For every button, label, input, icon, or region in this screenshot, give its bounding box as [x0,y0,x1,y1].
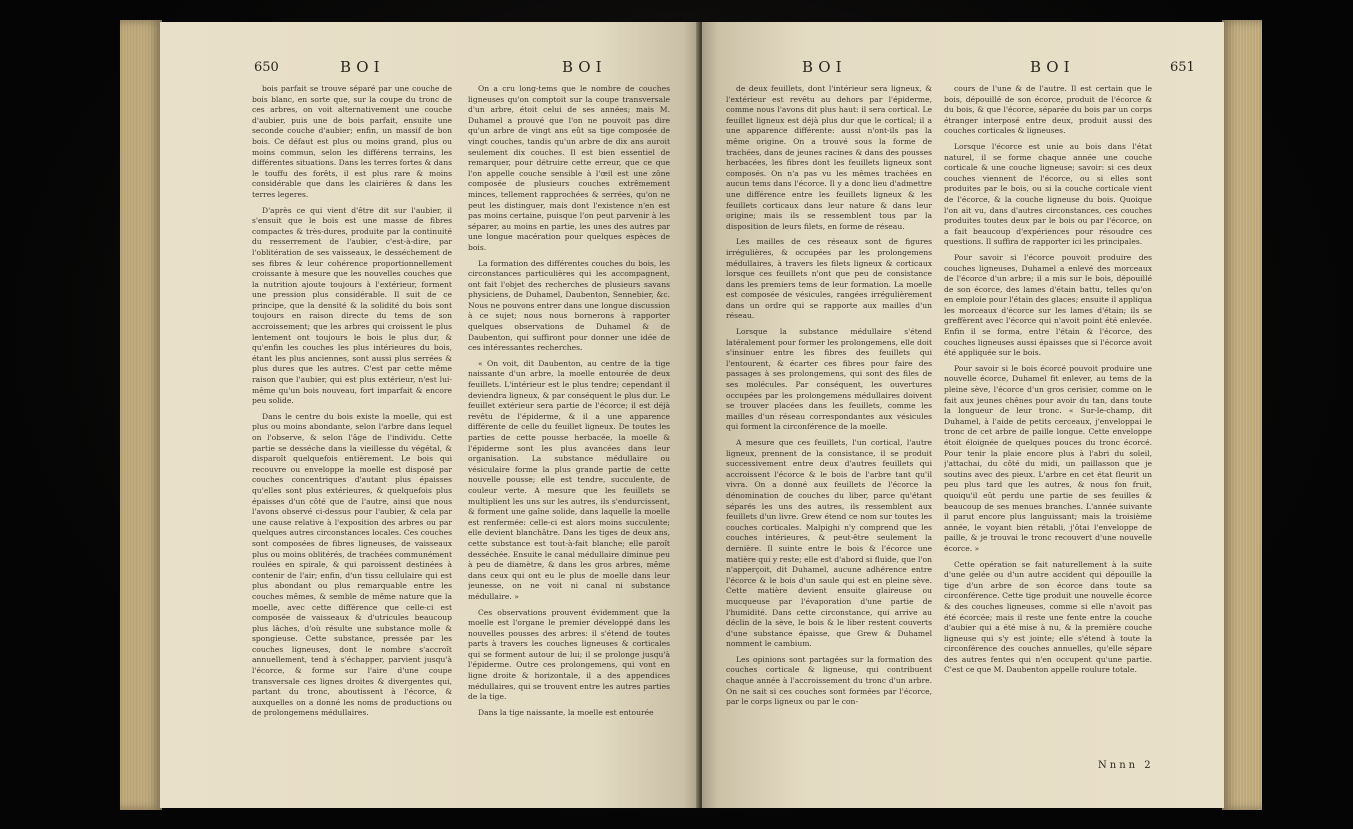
paragraph: Pour savoir si le bois écorcé pouvoit produire une nouvelle écorce, Duhamel fit enlever, au tems de la pleine sève, l'écorce d'un gros cerisier, comme on le fait aux jeunes chênes pour avoir du tan, dans toute la longueur de leur tronc. « Sur-le-champ, dit Duhamel, à l'aide de petits cerceaux, j'enveloppai le tronc de cet arbre de paille longue. Cette enveloppe étoit éloignée de quelques pouces du tronc écorcé. Pour tenir la plaie encore plus à l'abri du soleil, j'attachai, du côté du midi, un paillasson que je soutins avec des pieux. L'arbre en cet état fleurit un peu plus tard que les autres, & nous fon fruit, quoiqu'il eût perdu une partie de ses feuilles & beaucoup de ses menues branches. L'année suivante il parut encore plus languissant; mais la troisième année, le voyant bien rétabli, j'ôtai l'enveloppe de paille, & je trouvai le tronc recouvert d'une nouvelle écorce. » [944,363,1152,553]
paragraph: Cette opération se fait naturellement à la suite d'une gelée ou d'un autre accident qui dépouille la tige d'un arbre de son écorce dans toute sa circonférence. Cette tige produit une nouvelle écorce & des couches ligneuses, comme si elle n'avoit pas été écorcée; mais il reste une fente entre la couche d'aubier qui a été mise à nu, & la première couche ligneuse qui s'y est jointe; elle s'étend à toute la circonférence des couches annuelles, qu'elle sépare des autres fentes qui n'en occupent qu'une partie. C'est ce que M. Daubenton appelle roulure totale. [944,559,1152,675]
paragraph: Lorsque l'écorce est unie au bois dans l'état naturel, il se forme chaque année une couche corticale & une couche ligneuse; savoir: si ces deux couches viennent de l'écorce, ou si elles sont produites par le bois, ou si la couche corticale vient de l'écorce, & la couche ligneuse du bois. Quoique l'on ait vu, dans d'autres circonstances, ces couches produites toutes deux par le bois ou par l'écorce, on a fait beaucoup d'expériences pour résoudre ces questions. Il suffira de rapporter ici les principales. [944,141,1152,247]
running-head-left-col2: BOI [562,58,607,76]
right-page-edges [1222,20,1262,810]
page-number-right: 651 [1170,60,1195,75]
left-page-edges [120,20,162,810]
right-page-column-2 [944,84,1152,744]
paragraph: On a cru long-tems que le nombre de couches ligneuses qu'on comptoit sur la coupe transversale d'un arbre, étoit celui de ses années; mais M. Duhamel a prouvé que l'on ne pouvoit pas dire qu'un arbre de vingt ans eût sa tige composée de vingt couches, tandis qu'un arbre de dix ans auroit seulement dix couches. Il est bien essentiel de remarquer, pour détruire cette erreur, que ce que l'on appelle couche sensible à l'œil est une zône composée de plusieurs couches extrêmement minces, tellement rapprochées & serrées, qu'on ne peut les distinguer, mais dont l'existence n'en est pas moins certaine, puisque l'on peut parvenir à les séparer, au moins en partie, les unes des autres par une longue macération pour quelques espèces de bois. [468,84,670,252]
left-page [160,22,700,808]
paragraph: Ces observations prouvent évidemment que la moelle est l'organe le premier développé dans les nouvelles pousses des arbres: il s'étend de toutes parts à travers les couches ligneuses & corticales qui se forment autour de lui; il se prolonge jusqu'à l'épiderme. Outre ces prolongemens, qui vont en ligne droite & horizontale, il a des appendices médullaires, qui se trouvent entre les autres parties de la tige. [468,607,670,702]
right-page [702,22,1224,808]
paragraph: bois parfait se trouve séparé par une couche de bois blanc, en sorte que, sur la coupe du tronc de ces arbres, on voit alternativement une couche d'aubier, puis une de bois parfait, ensuite une seconde couche d'aubier; enfin, un massif de bon bois. Ce défaut est plus ou moins grand, plus ou moins commun, selon les différens terrains, les différentes situations. Dans les terres fortes & dans le touffu des forêts, il est plus rare & moins considérable que dans les clairières & dans les terres legeres. [252,84,452,199]
left-page-column-1 [252,84,452,764]
paragraph: cours de l'une & de l'autre. Il est certain que le bois, dépouillé de son écorce, produit de l'écorce & du bois, & que l'écorce, séparée du bois par un corps étranger interposé entre deux, produit aussi des couches corticales & ligneuses. [944,84,1152,136]
running-head-right-col1: BOI [802,58,847,76]
signature-mark: Nnnn 2 [1098,760,1154,771]
paragraph: Pour savoir si l'écorce pouvoit produire des couches ligneuses, Duhamel a enlevé des morceaux de l'écorce d'un arbre; il a mis sur le bois, dépouillé de son écorce, des lames d'étain battu, telles qu'on en emploie pour l'étain des glaces; ensuite il appliqua les morceaux d'écorce sur les lames d'étain; ils se greffèrent avec l'écorce qui n'avoit point été enlevée. Enfin il se forma, entre l'étain & l'écorce, des couches ligneuses aussi épaisses que si l'écorce avoit été appliquée sur le bois. [944,252,1152,358]
paragraph: Les opinions sont partagées sur la formation des couches corticale & ligneuse, qui contribuent chaque année à l'accroissement du tronc d'un arbre. On ne sait si ces couches sont formées par l'écorce, par le corps ligneux ou par le con- [726,654,932,707]
page-number-left: 650 [254,60,279,75]
paragraph: D'après ce qui vient d'être dit sur l'aubier, il s'ensuit que le bois est une masse de fibres compactes & très-dures, produite par la continuité du resserrement de l'aubier, c'est-à-dire, par l'oblitération de ses vaisseaux, le desséchement de ses fibres & leur cohérence proportionnellement croissante à mesure que les nouvelles couches que la nutrition ajoute toujours à l'extérieur, forment une pression plus considérable. Il suit de ce principe, que la densité & la solidité du bois sont toujours en raison directe du tems de son accroissement; que les arbres qui croissent le plus lentement ont toujours le bois le plus dur, & qu'enfin les couches les plus intérieures du bois, étant les plus anciennes, sont aussi plus serrées & plus dures que les autres. C'est par cette même raison que l'aubier, qui est plus extérieur, n'est lui-même qu'un bois nouveau, fort imparfait & encore peu solide. [252,205,452,406]
left-page-column-2 [468,84,670,764]
paragraph: A mesure que ces feuillets, l'un cortical, l'autre ligneux, prennent de la consistance, il se produit successivement entre deux d'autres feuillets qui accroissent l'écorce & le bois de l'arbre tant qu'il vivra. On a donné aux feuillets de l'écorce la dénomination de couches du liber, parce qu'étant séparés les uns des autres, ils ressemblent aux feuillets d'un livre. Grew étend ce nom sur toutes les couches corticales. Malpighi n'y comprend que les couches intérieures, & peut-être seulement la dernière. Il suinte entre le bois & l'écorce une matière qui y reste; elle est d'abord si fluide, que l'on n'apperçoit, dit Duhamel, aucune adhérence entre l'écorce & le bois d'un saule qui est en pleine sève. Cette matière devient ensuite glaireuse ou mucqueuse par l'évaporation d'une partie de l'humidité. Dans cette circonstance, qui arrive au déclin de la sève, le bois & le liber restent couverts d'une substance épaisse, que Grew & Duhamel nomment le cambium. [726,438,932,649]
paragraph: « On voit, dit Daubenton, au centre de la tige naissante d'un arbre, la moelle entourée de deux feuillets. L'intérieur est le plus tendre; cependant il deviendra ligneux, & par conséquent le plus dur. Le feuillet extérieur sera partie de l'écorce; il est déjà revêtu de l'épiderme, & il a une apparence différente de celle du feuillet ligneux. De toutes les parties de cette pousse herbacée, la moelle & l'épiderme sont les plus avancées dans leur organisation. La substance médullaire ou vésiculaire forme la plus grande partie de cette nouvelle pousse; elle est tendre, succulente, de couleur verte. A mesure que les feuillets se multiplient les uns sur les autres, ils s'endurcissent, & forment une gaîne solide, dans laquelle la moelle est renfermée: celle-ci est alors moins succulente; elle devient blanchâtre. Dans les tiges de deux ans, cette substance est tout-à-fait blanche; elle paroît desséchée. Ensuite le canal médullaire diminue peu à peu de diamètre, & dans les gros arbres, même dans ceux qui ont eu le plus de moelle dans leur jeunesse, on ne voit ni canal ni substance médullaire. » [468,358,670,601]
paragraph: Lorsque la substance médullaire s'étend latéralement pour former les prolongemens, elle doit s'insinuer entre les fibres des feuillets qui l'entourent, & écarter ces fibres pour faire des passages à ses prolongemens, qui sont des files de ses molécules. Par conséquent, les ouvertures occupées par les prolongemens médullaires doivent se trouver placées dans les feuillets, comme les mailles d'un réseau correspondantes aux vésicules qui forment la circonférence de la moelle. [726,327,932,432]
running-head-right-col2: BOI [1030,58,1075,76]
paragraph: La formation des différentes couches du bois, les circonstances particulières qui les accompagnent, ont fait l'objet des recherches de plusieurs savans physiciens, de Duhamel, Daubenton, Sennebier, &c. Nous ne pouvons entrer dans une longue discussion à ce sujet; nous nous bornerons à rapporter quelques observations de Duhamel & de Daubenton, qui suffiront pour donner une idée de ces intéressantes recherches. [468,258,670,353]
right-page-column-1 [726,84,932,764]
paragraph: de deux feuillets, dont l'intérieur sera ligneux, & l'extérieur est revêtu au dehors par l'épiderme, comme nous l'avons dit plus haut: il sera cortical. Le feuillet ligneux est déjà plus dur que le cortical; il a une apparence différente: aussi n'ont-ils pas la même origine. On a trouvé sous la forme de trachées, dans de jeunes racines & dans des pousses herbacées, les fibres dont les feuillets ligneux sont composés. On n'a pas vu les mêmes trachées en aucun tems dans l'écorce. Il y a donc lieu d'admettre une différence entre les feuillets ligneux & les feuillets corticaux dans leur nature & dans leur origine; mais ils se ressemblent tous par la disposition de leurs filets, en forme de réseau. [726,84,932,231]
paragraph: Dans le centre du bois existe la moelle, qui est plus ou moins abondante, selon l'arbre dans lequel on l'observe, & selon l'âge de l'individu. Cette partie se desséche dans la vieillesse du végétal, & disparoît quelquefois entièrement. Le bois qui recouvre ou enveloppe la moelle est disposé par couches concentriques d'autant plus épaisses qu'elles sont plus extérieures, & quelquefois plus épaisses d'un côté que de l'autre, ainsi que nous l'avons observé ci-dessus pour l'aubier, & cela par une cause relative à l'exposition des arbres ou par quelques autres circonstances locales. Ces couches sont composées de fibres ligneuses, de vaisseaux plus ou moins oblitérés, de trachées communément roulées en spirale, & qui paroissent destinées à contenir de l'air; enfin, d'un tissu cellulaire qui est plus abondant ou plus remarquable entre les couches mêmes, & semble de même nature que la moelle, avec cette différence que celle-ci est composée de vaisseaux & d'utricules beaucoup plus lâches, d'où résulte une substance molle & spongieuse. Cette substance, pressée par les couches ligneuses, dont le nombre s'accroît annuellement, tend à s'échapper, parvient jusqu'à l'écorce, & forme sur l'aire d'une coupe transversale ces lignes droites & divergentes qui, partant du tronc, aboutissent à l'écorce, & auxquelles on a donné les noms de productions ou de prolongemens médullaires. [252,411,452,718]
paragraph: Dans la tige naissante, la moelle est entourée [478,707,654,717]
running-head-left-col1: BOI [340,58,385,76]
paragraph: Les mailles de ces réseaux sont de figures irrégulières, & occupées par les prolongemens médullaires, à travers les filets ligneux & corticaux lorsque ces feuillets n'ont que peu de consistance dans les premiers tems de leur formation. La moelle est composée de vésicules, rangées irrégulièrement dans un ordre qui se rapporte aux mailles d'un réseau. [726,237,932,321]
